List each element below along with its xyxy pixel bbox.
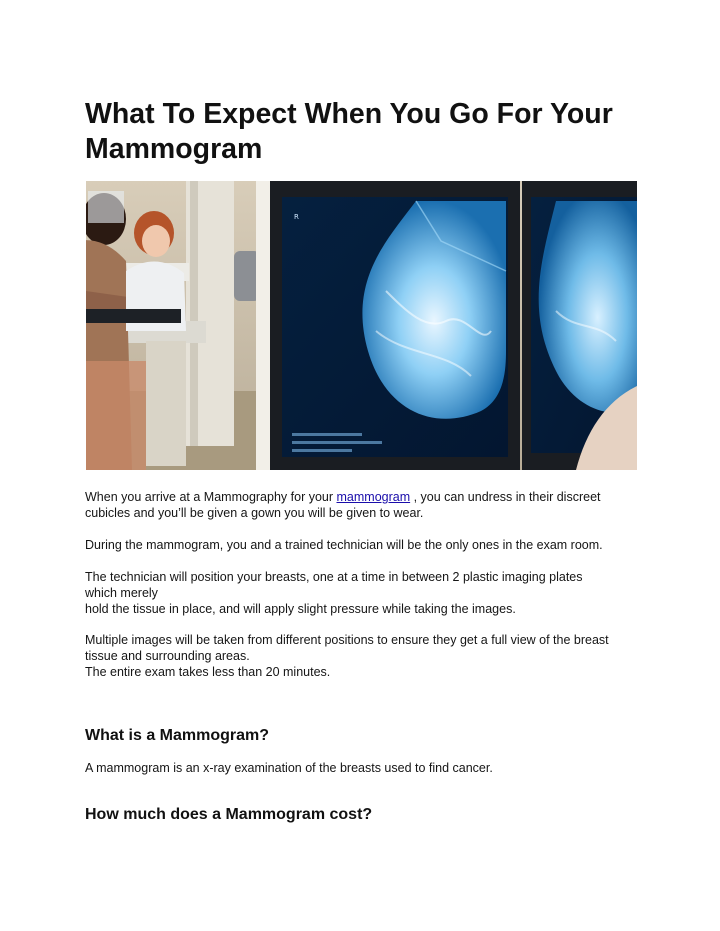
intro-text-end: , you can undress in their discreet xyxy=(410,490,601,504)
mammography-illustration xyxy=(86,181,637,470)
heading-what-is-mammogram: What is a Mammogram? xyxy=(85,727,270,744)
positioning-line-3: hold the tissue in place, and will apply slight pressure while taking the images. xyxy=(85,602,516,616)
mammography-photo xyxy=(86,181,637,470)
title-line-2: Mammogram xyxy=(85,133,263,165)
intro-paragraph xyxy=(85,489,645,521)
heading-mammogram-cost: How much does a Mammogram cost? xyxy=(85,806,373,823)
exam-room-paragraph: During the mammogram, you and a trained technician will be the only ones in the exam room. xyxy=(85,538,603,552)
intro-line-2: cubicles and you’ll be given a gown you will be given to wear. xyxy=(85,506,424,520)
definition-paragraph: A mammogram is an x-ray examination of the breasts used to find cancer. xyxy=(85,761,493,775)
positioning-paragraph xyxy=(85,569,645,617)
images-line-1: Multiple images will be taken from different positions to ensure they get a full view of the breast xyxy=(85,633,609,647)
intro-text-start: When you arrive at a Mammography for your xyxy=(85,490,337,504)
title-line-1: What To Expect When You Go For Your xyxy=(85,98,613,130)
images-line-3: The entire exam takes less than 20 minutes. xyxy=(85,665,331,679)
positioning-line-1: The technician will position your breasts, one at a time in between 2 plastic imaging plates xyxy=(85,570,583,584)
mammogram-link[interactable]: mammogram xyxy=(336,490,411,504)
positioning-line-2: which merely xyxy=(85,586,158,600)
images-line-2: tissue and surrounding areas. xyxy=(85,649,250,663)
svg-text:R: R xyxy=(294,213,299,221)
images-paragraph xyxy=(85,632,645,680)
article-title xyxy=(85,97,645,167)
